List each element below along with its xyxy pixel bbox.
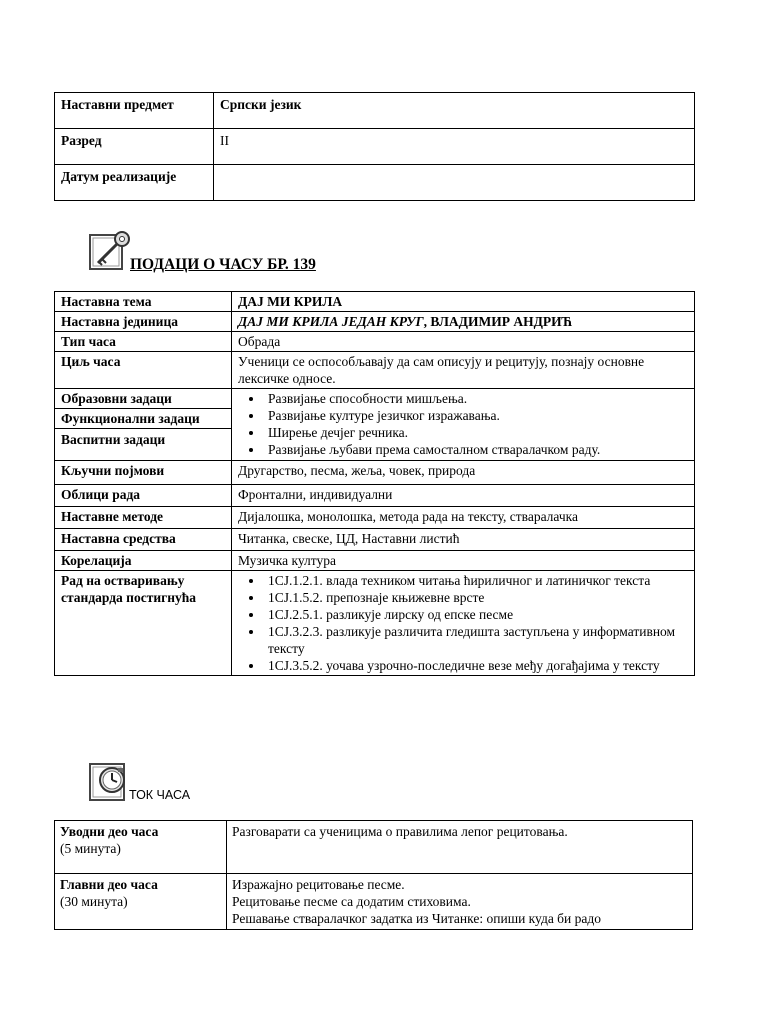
grade-value: II	[214, 129, 695, 165]
table-row	[55, 507, 695, 529]
table-row	[55, 821, 693, 874]
table-row	[55, 352, 695, 389]
intro-time: (5 минута)	[60, 841, 121, 856]
intro-text: Разговарати са ученицима о правилима лепог рецитовања.	[227, 821, 693, 874]
standards-label: Рад на остваривању стандарда постигнућа	[55, 571, 232, 676]
means-label: Наставна средства	[55, 529, 232, 551]
table-row	[55, 165, 695, 201]
standards-list	[238, 572, 688, 674]
table-row	[55, 529, 695, 551]
header-table	[54, 92, 695, 201]
keywords-value: Другарство, песма, жеља, човек, природа	[232, 461, 695, 485]
intro-cell	[55, 821, 227, 874]
table-row	[55, 312, 695, 332]
table-row	[55, 571, 695, 676]
list-item: • 1СЈ.1.2.1. влада техником читања ћириличног и латиничког текста	[264, 572, 688, 589]
type-label: Тип часа	[55, 332, 232, 352]
list-item: • Ширење дечјег речника.	[264, 424, 688, 441]
correlation-value: Музичка култура	[232, 551, 695, 571]
table-row	[55, 292, 695, 312]
lesson-table	[54, 291, 695, 676]
tasks-label-educational: Образовни задаци	[55, 389, 231, 409]
correlation-label: Корелација	[55, 551, 232, 571]
flow-title: ТОК ЧАСА	[129, 788, 191, 802]
unit-author: , ВЛАДИМИР АНДРИЋ	[423, 314, 573, 329]
tasks-label-functional: Функционални задаци	[55, 409, 231, 429]
goal-value: Ученици се оспособљавају да сам описују и рецитују, познају основне лексичке односе.	[232, 352, 695, 389]
list-item: • Развијање љубави према самосталном стваралачком раду.	[264, 441, 688, 458]
main-line: Изражајно рецитовање песме.	[232, 877, 405, 892]
unit-title-italic: ДАЈ МИ КРИЛА ЈЕДАН КРУГ	[238, 314, 424, 329]
forms-label: Облици рада	[55, 485, 232, 507]
table-row	[55, 485, 695, 507]
tasks-labels	[55, 389, 232, 461]
key-icon	[88, 229, 132, 273]
tasks-label-upbringing: Васпитни задаци	[61, 432, 166, 447]
list-item: • 1СЈ.3.2.3. разликује различита гледишта заступљена у информативном тексту	[264, 623, 688, 657]
lesson-title: ПОДАЦИ О ЧАСУ БР. 139	[130, 256, 316, 273]
main-text	[227, 874, 693, 930]
table-row	[55, 129, 695, 165]
table-row	[55, 461, 695, 485]
table-row	[55, 551, 695, 571]
list-item: • 1СЈ.2.5.1. разликује лирску од епске песме	[264, 606, 688, 623]
subject-label: Наставни предмет	[55, 93, 214, 129]
date-label: Датум реализације	[55, 165, 214, 201]
type-value: Обрада	[232, 332, 695, 352]
main-line: Рецитовање песме са додатим стиховима.	[232, 894, 471, 909]
main-cell	[55, 874, 227, 930]
means-value: Читанка, свеске, ЦД, Наставни листић	[232, 529, 695, 551]
forms-value: Фронтални, индивидуални	[232, 485, 695, 507]
main-time: (30 минута)	[60, 894, 128, 909]
unit-value	[232, 312, 695, 332]
methods-label: Наставне методе	[55, 507, 232, 529]
topic-value: ДАЈ МИ КРИЛА	[232, 292, 695, 312]
table-row	[55, 332, 695, 352]
table-row	[55, 93, 695, 129]
list-item: • Развијање способности мишљења.	[264, 390, 688, 407]
list-item: • 1СЈ.1.5.2. препознаје књижевне врсте	[264, 589, 688, 606]
intro-label: Уводни део часа	[60, 824, 159, 839]
main-label: Главни део часа	[60, 877, 158, 892]
unit-label: Наставна јединица	[55, 312, 232, 332]
keywords-label: Кључни појмови	[55, 461, 232, 485]
list-item: • Развијање културе језичког изражавања.	[264, 407, 688, 424]
subject-value: Српски језик	[214, 93, 695, 129]
list-item: • 1СЈ.3.5.2. уочава узрочно-последичне везе међу догађајима у тексту	[264, 657, 688, 674]
table-row	[55, 874, 693, 930]
flow-table	[54, 820, 693, 930]
clock-icon	[88, 760, 132, 804]
table-row	[55, 389, 695, 461]
methods-value: Дијалошка, монолошка, метода рада на тексту, стваралачка	[232, 507, 695, 529]
goal-label: Циљ часа	[55, 352, 232, 389]
grade-label: Разред	[55, 129, 214, 165]
main-line: Решавање стваралачког задатка из Читанке: опиши куда би радо	[232, 911, 602, 926]
topic-label: Наставна тема	[55, 292, 232, 312]
tasks-list-cell	[232, 389, 695, 461]
date-value	[214, 165, 695, 201]
standards-list-cell	[232, 571, 695, 676]
tasks-list	[238, 390, 688, 458]
